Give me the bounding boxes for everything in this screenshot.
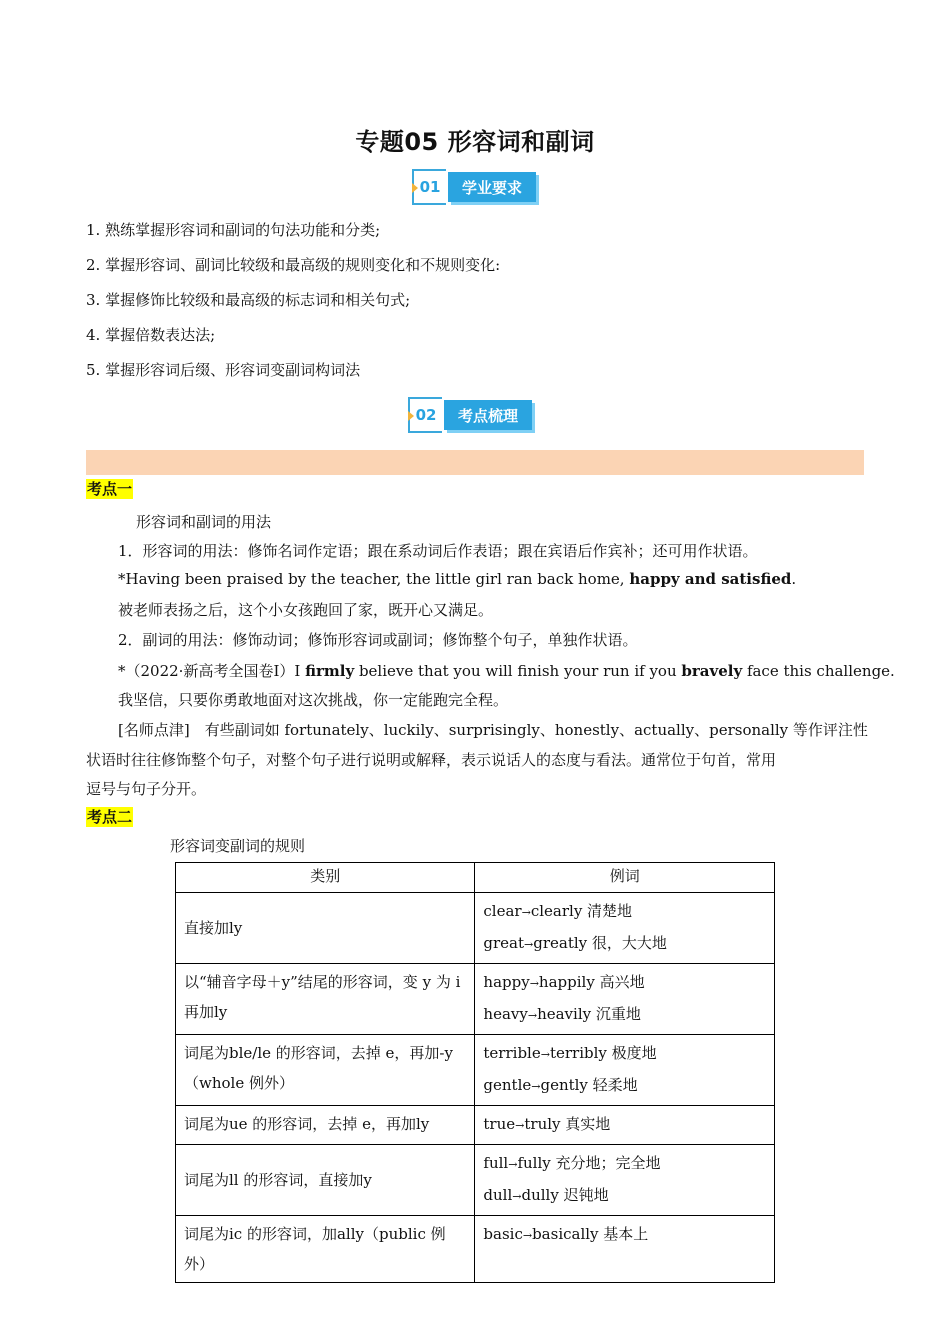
example-word: dull→dully 迟钝地: [483, 1186, 609, 1204]
adverb-rules-table: [175, 862, 775, 1283]
example-sentence-1: *Having been praised by the teacher, the little girl ran back home, happy and satisfied.: [118, 570, 797, 588]
example-word: full→fully 充分地；完全地: [483, 1154, 661, 1172]
rule-type: 词尾为ic 的形容词，加ally（public 例外）: [176, 1216, 475, 1283]
table-row: [176, 1216, 775, 1283]
page-title: 专题05 形容词和副词: [355, 128, 595, 156]
badge-number: 02: [415, 406, 437, 424]
point-two-tag: 考点二: [87, 808, 133, 826]
arrow-icon: →: [508, 1158, 518, 1171]
arrow-icon: →: [522, 1229, 533, 1242]
requirement-item: 4. 掌握倍数表达法;: [86, 326, 216, 344]
requirement-item: 1. 熟练掌握形容词和副词的句法功能和分类;: [86, 221, 381, 239]
requirement-item: 2. 掌握形容词、副词比较级和最高级的规则变化和不规则变化:: [86, 256, 501, 274]
rule-examples: [475, 1035, 775, 1106]
adjective-usage: 1．形容词的用法：修饰名词作定语；跟在系动词后作表语；跟在宾语后作宾补；还可用作状语。: [118, 542, 758, 560]
example-translation-1: 被老师表扬之后，这个小女孩跑回了家，既开心又满足。: [118, 601, 494, 619]
rule-type: 以“辅音字母＋y”结尾的形容词，变 y 为 i 再加ly: [176, 964, 475, 1035]
badge-label: 考点梳理: [444, 400, 532, 430]
point-two-heading: 形容词变副词的规则: [170, 837, 306, 855]
point-one-heading: 形容词和副词的用法: [136, 513, 272, 531]
example-word: great→greatly 很，大大地: [483, 934, 667, 952]
rule-examples: [475, 893, 775, 964]
section-badge-requirements: [412, 169, 536, 205]
example-sentence-2: *（2022·新高考全国卷Ⅰ）I firmly believe that you will finish your run if you bravely face this challenge.: [118, 662, 895, 680]
rule-examples: [475, 1145, 775, 1216]
teacher-tip-line: 状语时往往修饰整个句子，对整个句子进行说明或解释，表示说话人的态度与看法。通常位于句首，常用: [86, 751, 777, 769]
column-header-example: 例词: [475, 863, 775, 893]
requirement-item: 5. 掌握形容词后缀、形容词变副词构词法: [86, 361, 361, 379]
column-header-type: 类别: [176, 863, 475, 893]
section-divider-bar: [86, 450, 864, 475]
arrow-icon: →: [521, 906, 531, 919]
example-word: clear→clearly 清楚地: [483, 902, 633, 920]
teacher-tip-line: [名师点津] 有些副词如 fortunately、luckily、surprisingly、honestly、actually、personally 等作评注性: [118, 721, 868, 739]
example-translation-2: 我坚信，只要你勇敢地面对这次挑战，你一定能跑完全程。: [118, 691, 509, 709]
example-word: heavy→heavily 沉重地: [483, 1005, 641, 1023]
badge-label: 学业要求: [448, 172, 536, 202]
requirement-item: 3. 掌握修饰比较级和最高级的标志词和相关句式;: [86, 291, 411, 309]
arrow-icon: →: [512, 1190, 522, 1203]
rule-examples: [475, 1216, 775, 1283]
table-row: [176, 893, 775, 964]
rule-examples: [475, 1106, 775, 1145]
teacher-tip-line: 逗号与句子分开。: [86, 780, 207, 798]
section-badge-key-points: [408, 397, 532, 433]
example-word: terrible→terribly 极度地: [483, 1044, 657, 1062]
arrow-icon: →: [524, 938, 534, 951]
rule-type: 词尾为ble/le 的形容词，去掉 e，再加-y（whole 例外）: [176, 1035, 475, 1106]
triangle-icon: [408, 411, 414, 421]
rule-examples: [475, 964, 775, 1035]
arrow-icon: →: [515, 1119, 525, 1132]
example-word: gentle→gently 轻柔地: [483, 1076, 638, 1094]
adverb-usage: 2．副词的用法：修饰动词；修饰形容词或副词；修饰整个句子，单独作状语。: [118, 631, 638, 649]
table-header-row: [176, 863, 775, 893]
example-word: happy→happily 高兴地: [483, 973, 645, 991]
arrow-icon: →: [527, 1009, 538, 1022]
table-row: [176, 1106, 775, 1145]
rule-type: 直接加ly: [176, 893, 475, 964]
table-row: [176, 964, 775, 1035]
arrow-icon: →: [531, 1080, 541, 1093]
example-word: basic→basically 基本上: [483, 1225, 649, 1243]
table-row: [176, 1035, 775, 1106]
table-row: [176, 1145, 775, 1216]
arrow-icon: →: [540, 1048, 550, 1061]
arrow-icon: →: [529, 977, 539, 990]
triangle-icon: [412, 183, 418, 193]
rule-type: 词尾为ue 的形容词，去掉 e，再加ly: [176, 1106, 475, 1145]
example-word: true→truly 真实地: [483, 1115, 611, 1133]
rule-type: 词尾为ll 的形容词，直接加y: [176, 1145, 475, 1216]
badge-number: 01: [419, 178, 441, 196]
point-one-tag: 考点一: [87, 480, 133, 498]
